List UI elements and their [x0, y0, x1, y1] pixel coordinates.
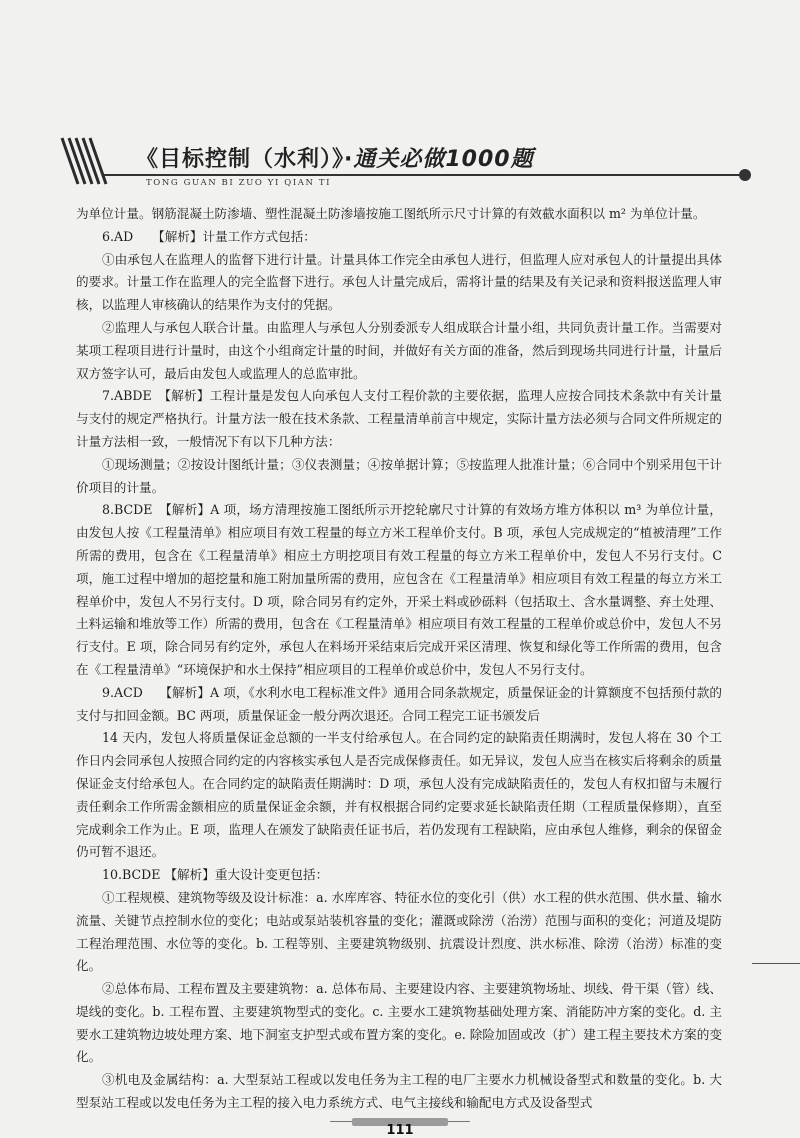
header-rule	[104, 174, 744, 176]
header-pinyin: TONG GUAN BI ZUO YI QIAN TI	[146, 178, 332, 188]
answer-9-analysis: 9.ACD 【解析】A 项，《水利水电工程标准文件》通用合同条款规定，质量保证金的计算额度不包括预付款的支付与扣回金额。BC 两项，质量保证金一般分两次退还。合同工程完工证书颁发后	[76, 684, 722, 723]
answer-8-analysis: 8.BCDE 【解析】A 项，场方清理按施工图纸所示开挖轮廓尺寸计算的有效场方堆方体积以 m³ 为单位计量，由发包人按《工程量清单》相应项目有效工程量的每立方米工程单价支付。B 项，承包人完成规定的“植被清理”工作所需的费用，包含在《工程量清单》相应土方明挖项目有效工程量的每立方米工程单价中，发包人不另行支付。C 项，施工过程中增加的超挖量和施工附加量所需的费用，应包含在《工程量清单》相应项目有效工程量的每立方米工程单价中，发包人不另行支付。D 项，除合同另有约定外，开采土料或砂砾料（包括取土、含水量调整、弃土处理、土料运输和堆放等工作）所需的费用，包含在《工程量清单》相应项目有效工程量的工程单价或总价中，发包人不另行支付。E 项，除合同另有约定外，承包人在料场开采结束后完成开采区清理、恢复和绿化等工作所需的费用，包含在《工程量清单》“环境保护和水土保持”相应项目的工程单价或总价中，发包人不另行支付。	[76, 502, 722, 677]
answer-10-point-3: ③机电及金属结构：a. 大型泵站工程或以发电任务为主工程的电厂主要水力机械设备型式和数量的变化。b. 大型泵站工程或以发电任务为主工程的接入电力系统方式、电气主接线和输配电方式及设备型式	[76, 1072, 722, 1111]
answer-6-point-1: ①由承包人在监理人的监督下进行计量。计量具体工作完全由承包人进行，但监理人应对承包人的计量提出具体的要求。计量工作在监理人的完全监督下进行。承包人计量完成后，需将计量的结果及有关记录和资料报送监理人审核，以监理人审核确认的结果作为支付的凭据。	[76, 251, 722, 313]
answer-explanations	[76, 203, 722, 1115]
page-footer	[330, 1112, 470, 1138]
page-header	[56, 132, 756, 192]
answer-7-analysis: 7.ABDE 【解析】工程计量是发包人向承包人支付工程价款的主要依据，监理人应按合同技术条款中有关计量与支付的规定严格执行。计量方法一般在技术条款、工程量清单前言中规定，实际计量方法必须与合同文件所规定的计量方法相一致，一般情况下有以下几种方法：	[76, 388, 722, 449]
margin-mark	[752, 963, 800, 964]
header-dot	[739, 169, 751, 181]
answer-10-heading: 10.BCDE 【解析】重大设计变更包括：	[102, 867, 329, 883]
header-title-sub: 通关必做1000题	[353, 147, 534, 172]
answer-7-methods: ①现场测量；②按设计图纸计量；③仪表测量；④按单据计算；⑤按监理人批准计量；⑥合同中个别采用包干计价项目的计量。	[76, 456, 722, 495]
answer-9-continued: 14 天内，发包人将质量保证金总额的一半支付给承包人。在合同约定的缺陷责任期满时，发包人将在 30 个工作日内会同承包人按照合同约定的内容核实承包人是否完成保修责任。如无异议，发包人应当在核实后将剩余的质量保证金支付给承包人。在合同约定的缺陷责任期满时：D 项，承包人没有完成缺陷责任的，发包人有权扣留与未履行责任剩余工作所需金额相应的质量保证金余额，并有权根据合同约定要求延长缺陷责任期（工程质量保修期），直至完成剩余工作为止。E 项，监理人在颁发了缺陷责任证书后，若仍发现有工程缺陷，应由承包人维修，剩余的保留金仍可暂不退还。	[76, 730, 722, 860]
answer-6-heading: 6.AD 【解析】计量工作方式包括：	[102, 228, 316, 244]
header-title-main: 《目标控制（水利）》·	[136, 147, 354, 172]
page-number: 111	[386, 1123, 414, 1138]
answer-6-point-2: ②监理人与承包人联合计量。由监理人与承包人分别委派专人组成联合计量小组，共同负责计量工作。当需要对某项工程项目进行计量时，由这个小组商定计量的时间，并做好有关方面的准备，然后到现场共同进行计量，计量后双方签字认可，最后由发包人或监理人的总监审批。	[76, 319, 722, 381]
header-stripes-decoration	[56, 136, 116, 186]
answer-10-point-2: ②总体布局、工程布置及主要建筑物：a. 总体布局、主要建设内容、主要建筑物场址、坝线、骨干渠（管）线、堤线的变化。b. 工程布置、主要建筑物型式的变化。c. 主要水工建筑物基础处理方案、消能防冲方案的变化。d. 主要水工建筑物边坡处理方案、地下洞室支护型式或布置方案的变化。e. 除险加固或改（扩）建工程主要技术方案的变化。	[76, 981, 723, 1065]
paragraph-continuation: 为单位计量。钢筋混凝土防渗墙、塑性混凝土防渗墙按施工图纸所示尺寸计算的有效截水面积以 m² 为单位计量。	[76, 206, 706, 221]
answer-10-point-1: ①工程规模、建筑物等级及设计标准：a. 水库库容、特征水位的变化引（供）水工程的供水范围、供水量、输水流量、关键节点控制水位的变化；电站或泵站装机容量的变化；灌溉或除涝（治涝）范围与面积的变化；河道及堤防工程治理范围、水位等的变化。b. 工程等别、主要建筑物级别、抗震设计烈度、洪水标准、除涝（治涝）标准的变化。	[76, 889, 723, 974]
header-title	[136, 142, 534, 173]
